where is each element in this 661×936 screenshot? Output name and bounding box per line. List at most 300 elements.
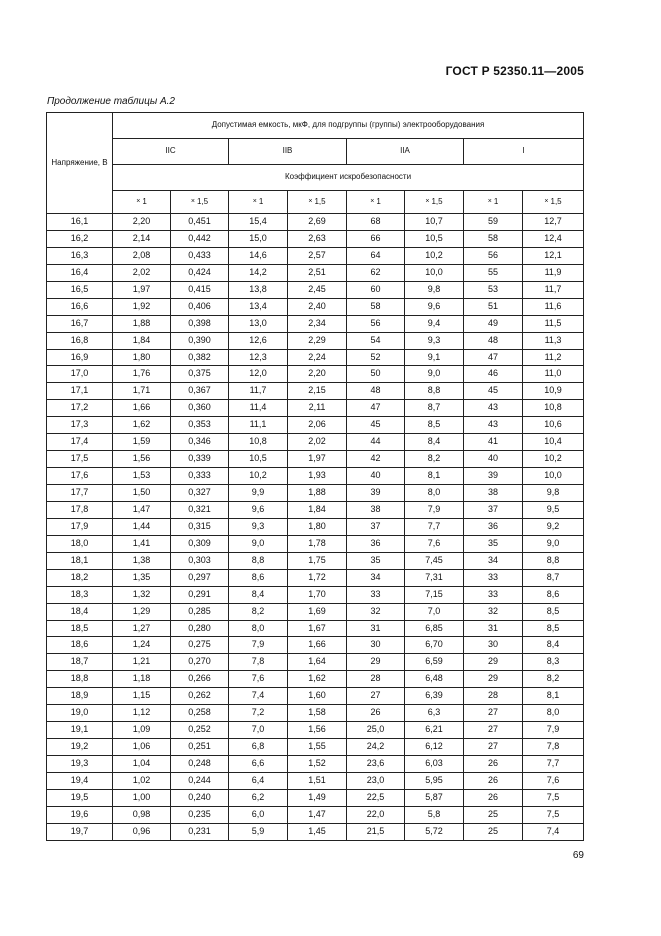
capacitance-cell: 0,339 bbox=[171, 451, 229, 468]
capacitance-cell: 13,8 bbox=[229, 281, 288, 298]
table-row bbox=[47, 281, 584, 298]
capacitance-cell: 11,7 bbox=[229, 383, 288, 400]
voltage-cell: 19,7 bbox=[47, 823, 113, 840]
capacitance-cell: 1,06 bbox=[113, 739, 171, 756]
capacitance-cell: 43 bbox=[464, 400, 523, 417]
table-row bbox=[47, 806, 584, 823]
capacitance-cell: 30 bbox=[347, 637, 405, 654]
capacitance-cell: 9,0 bbox=[523, 535, 584, 552]
capacitance-cell: 11,4 bbox=[229, 400, 288, 417]
capacitance-cell: 0,280 bbox=[171, 620, 229, 637]
capacitance-cell: 7,0 bbox=[229, 722, 288, 739]
capacitance-table bbox=[46, 112, 584, 841]
capacitance-cell: 43 bbox=[464, 417, 523, 434]
voltage-cell: 16,7 bbox=[47, 315, 113, 332]
capacitance-cell: 6,4 bbox=[229, 772, 288, 789]
table-row bbox=[47, 451, 584, 468]
table-row bbox=[47, 332, 584, 349]
capacitance-cell: 28 bbox=[347, 671, 405, 688]
capacitance-cell: 9,6 bbox=[405, 298, 464, 315]
capacitance-cell: 62 bbox=[347, 264, 405, 281]
multiply-sign: × bbox=[425, 197, 430, 205]
group-header: IIB bbox=[229, 139, 347, 165]
coefficient-cell bbox=[171, 191, 229, 214]
capacitance-cell: 1,59 bbox=[113, 434, 171, 451]
capacitance-cell: 7,9 bbox=[229, 637, 288, 654]
capacitance-cell: 27 bbox=[347, 688, 405, 705]
capacitance-cell: 8,4 bbox=[523, 637, 584, 654]
capacitance-cell: 6,0 bbox=[229, 806, 288, 823]
capacitance-cell: 15,0 bbox=[229, 230, 288, 247]
capacitance-cell: 9,4 bbox=[405, 315, 464, 332]
voltage-cell: 18,9 bbox=[47, 688, 113, 705]
capacitance-cell: 2,63 bbox=[288, 230, 347, 247]
table-row bbox=[47, 603, 584, 620]
capacitance-cell: 1,58 bbox=[288, 705, 347, 722]
coefficient-cell bbox=[464, 191, 523, 214]
coefficient-cell bbox=[523, 191, 584, 214]
capacitance-cell: 1,71 bbox=[113, 383, 171, 400]
table-row bbox=[47, 722, 584, 739]
table-row bbox=[47, 772, 584, 789]
capacitance-cell: 66 bbox=[347, 230, 405, 247]
voltage-cell: 19,0 bbox=[47, 705, 113, 722]
capacitance-cell: 29 bbox=[464, 671, 523, 688]
capacitance-cell: 2,57 bbox=[288, 247, 347, 264]
table-row bbox=[47, 315, 584, 332]
voltage-cell: 16,6 bbox=[47, 298, 113, 315]
capacitance-cell: 49 bbox=[464, 315, 523, 332]
capacitance-cell: 22,5 bbox=[347, 789, 405, 806]
voltage-cell: 18,1 bbox=[47, 552, 113, 569]
capacitance-cell: 12,4 bbox=[523, 230, 584, 247]
capacitance-cell: 6,59 bbox=[405, 654, 464, 671]
table-row bbox=[47, 501, 584, 518]
group-header: IIC bbox=[113, 139, 229, 165]
capacitance-cell: 8,5 bbox=[523, 603, 584, 620]
capacitance-cell: 8,3 bbox=[523, 654, 584, 671]
capacitance-cell: 10,2 bbox=[405, 247, 464, 264]
capacitance-cell: 6,03 bbox=[405, 756, 464, 773]
capacitance-cell: 37 bbox=[347, 518, 405, 535]
capacitance-cell: 1,04 bbox=[113, 756, 171, 773]
capacitance-cell: 1,60 bbox=[288, 688, 347, 705]
capacitance-cell: 8,7 bbox=[523, 569, 584, 586]
capacitance-cell: 1,78 bbox=[288, 535, 347, 552]
capacitance-cell: 0,346 bbox=[171, 434, 229, 451]
table-row bbox=[47, 739, 584, 756]
capacity-header: Допустимая емкость, мкФ, для подгруппы (группы) электрооборудования bbox=[113, 113, 584, 139]
capacitance-cell: 1,72 bbox=[288, 569, 347, 586]
capacitance-cell: 21,5 bbox=[347, 823, 405, 840]
capacitance-cell: 38 bbox=[464, 485, 523, 502]
capacitance-cell: 1,38 bbox=[113, 552, 171, 569]
capacitance-cell: 9,0 bbox=[229, 535, 288, 552]
capacitance-cell: 0,360 bbox=[171, 400, 229, 417]
capacitance-cell: 2,15 bbox=[288, 383, 347, 400]
capacitance-cell: 7,4 bbox=[523, 823, 584, 840]
capacitance-cell: 2,45 bbox=[288, 281, 347, 298]
capacitance-cell: 1,02 bbox=[113, 772, 171, 789]
capacitance-cell: 0,248 bbox=[171, 756, 229, 773]
coefficient-value: 1 bbox=[493, 196, 499, 206]
capacitance-cell: 0,315 bbox=[171, 518, 229, 535]
capacitance-cell: 2,51 bbox=[288, 264, 347, 281]
capacitance-cell: 6,70 bbox=[405, 637, 464, 654]
capacitance-cell: 1,56 bbox=[288, 722, 347, 739]
capacitance-cell: 39 bbox=[464, 468, 523, 485]
capacitance-cell: 26 bbox=[464, 756, 523, 773]
table-row bbox=[47, 552, 584, 569]
capacitance-cell: 15,4 bbox=[229, 214, 288, 231]
capacitance-cell: 5,9 bbox=[229, 823, 288, 840]
capacitance-cell: 51 bbox=[464, 298, 523, 315]
capacitance-cell: 0,96 bbox=[113, 823, 171, 840]
multiply-sign: × bbox=[544, 197, 549, 205]
capacitance-cell: 9,5 bbox=[523, 501, 584, 518]
capacitance-cell: 2,40 bbox=[288, 298, 347, 315]
voltage-cell: 17,7 bbox=[47, 485, 113, 502]
capacitance-cell: 1,53 bbox=[113, 468, 171, 485]
capacitance-cell: 1,21 bbox=[113, 654, 171, 671]
capacitance-cell: 1,75 bbox=[288, 552, 347, 569]
capacitance-cell: 34 bbox=[464, 552, 523, 569]
capacitance-cell: 33 bbox=[464, 586, 523, 603]
capacitance-cell: 14,2 bbox=[229, 264, 288, 281]
capacitance-cell: 44 bbox=[347, 434, 405, 451]
capacitance-cell: 1,09 bbox=[113, 722, 171, 739]
capacitance-cell: 45 bbox=[464, 383, 523, 400]
capacitance-cell: 8,0 bbox=[523, 705, 584, 722]
capacitance-cell: 1,97 bbox=[288, 451, 347, 468]
capacitance-cell: 1,88 bbox=[113, 315, 171, 332]
voltage-cell: 16,8 bbox=[47, 332, 113, 349]
capacitance-cell: 8,0 bbox=[405, 485, 464, 502]
capacitance-cell: 27 bbox=[464, 739, 523, 756]
capacitance-cell: 25 bbox=[464, 806, 523, 823]
capacitance-cell: 2,20 bbox=[288, 366, 347, 383]
capacitance-cell: 42 bbox=[347, 451, 405, 468]
capacitance-cell: 52 bbox=[347, 349, 405, 366]
capacitance-cell: 7,5 bbox=[523, 789, 584, 806]
capacitance-cell: 0,297 bbox=[171, 569, 229, 586]
capacitance-cell: 45 bbox=[347, 417, 405, 434]
capacitance-cell: 48 bbox=[464, 332, 523, 349]
capacitance-cell: 0,353 bbox=[171, 417, 229, 434]
coefficient-cell bbox=[113, 191, 171, 214]
capacitance-cell: 8,5 bbox=[405, 417, 464, 434]
capacitance-cell: 31 bbox=[464, 620, 523, 637]
capacitance-cell: 33 bbox=[464, 569, 523, 586]
capacitance-cell: 10,6 bbox=[523, 417, 584, 434]
capacitance-cell: 1,80 bbox=[288, 518, 347, 535]
capacitance-cell: 12,3 bbox=[229, 349, 288, 366]
capacitance-cell: 0,270 bbox=[171, 654, 229, 671]
capacitance-cell: 1,88 bbox=[288, 485, 347, 502]
capacitance-cell: 58 bbox=[347, 298, 405, 315]
table-row bbox=[47, 705, 584, 722]
voltage-header: Напряжение, В bbox=[47, 113, 113, 214]
coefficient-cell bbox=[229, 191, 288, 214]
capacitance-cell: 1,84 bbox=[113, 332, 171, 349]
coefficient-cell bbox=[288, 191, 347, 214]
capacitance-cell: 8,8 bbox=[523, 552, 584, 569]
capacitance-cell: 0,266 bbox=[171, 671, 229, 688]
capacitance-cell: 11,6 bbox=[523, 298, 584, 315]
voltage-cell: 16,9 bbox=[47, 349, 113, 366]
capacitance-cell: 8,2 bbox=[229, 603, 288, 620]
capacitance-cell: 60 bbox=[347, 281, 405, 298]
capacitance-cell: 0,424 bbox=[171, 264, 229, 281]
capacitance-cell: 9,6 bbox=[229, 501, 288, 518]
voltage-cell: 17,0 bbox=[47, 366, 113, 383]
multiply-sign: × bbox=[487, 197, 492, 205]
capacitance-cell: 6,8 bbox=[229, 739, 288, 756]
capacitance-cell: 2,02 bbox=[113, 264, 171, 281]
capacitance-cell: 1,84 bbox=[288, 501, 347, 518]
capacitance-cell: 10,5 bbox=[405, 230, 464, 247]
capacitance-cell: 28 bbox=[464, 688, 523, 705]
capacitance-cell: 1,47 bbox=[288, 806, 347, 823]
capacitance-cell: 0,303 bbox=[171, 552, 229, 569]
capacitance-cell: 11,7 bbox=[523, 281, 584, 298]
capacitance-cell: 1,50 bbox=[113, 485, 171, 502]
capacitance-cell: 0,321 bbox=[171, 501, 229, 518]
capacitance-cell: 2,02 bbox=[288, 434, 347, 451]
table-row bbox=[47, 383, 584, 400]
capacitance-cell: 8,2 bbox=[523, 671, 584, 688]
table-row bbox=[47, 298, 584, 315]
table-row bbox=[47, 230, 584, 247]
capacitance-cell: 10,4 bbox=[523, 434, 584, 451]
capacitance-cell: 40 bbox=[464, 451, 523, 468]
multiply-sign: × bbox=[308, 197, 313, 205]
capacitance-cell: 59 bbox=[464, 214, 523, 231]
capacitance-cell: 9,3 bbox=[229, 518, 288, 535]
capacitance-cell: 10,9 bbox=[523, 383, 584, 400]
voltage-cell: 19,2 bbox=[47, 739, 113, 756]
page-number: 69 bbox=[572, 850, 584, 861]
capacitance-cell: 8,4 bbox=[229, 586, 288, 603]
capacitance-cell: 7,9 bbox=[523, 722, 584, 739]
capacitance-cell: 1,00 bbox=[113, 789, 171, 806]
capacitance-cell: 25,0 bbox=[347, 722, 405, 739]
capacitance-cell: 47 bbox=[464, 349, 523, 366]
capacitance-cell: 56 bbox=[347, 315, 405, 332]
table-row bbox=[47, 214, 584, 231]
capacitance-cell: 1,80 bbox=[113, 349, 171, 366]
capacitance-cell: 8,1 bbox=[523, 688, 584, 705]
capacitance-cell: 7,8 bbox=[229, 654, 288, 671]
capacitance-cell: 9,9 bbox=[229, 485, 288, 502]
capacitance-cell: 64 bbox=[347, 247, 405, 264]
voltage-cell: 17,3 bbox=[47, 417, 113, 434]
capacitance-cell: 12,6 bbox=[229, 332, 288, 349]
capacitance-cell: 10,5 bbox=[229, 451, 288, 468]
document-header: ГОСТ Р 52350.11—2005 bbox=[445, 64, 584, 78]
capacitance-cell: 11,9 bbox=[523, 264, 584, 281]
capacitance-cell: 1,44 bbox=[113, 518, 171, 535]
capacitance-cell: 2,08 bbox=[113, 247, 171, 264]
capacitance-cell: 8,7 bbox=[405, 400, 464, 417]
table-row bbox=[47, 366, 584, 383]
voltage-cell: 18,5 bbox=[47, 620, 113, 637]
capacitance-cell: 12,0 bbox=[229, 366, 288, 383]
capacitance-cell: 38 bbox=[347, 501, 405, 518]
capacitance-cell: 35 bbox=[347, 552, 405, 569]
voltage-cell: 18,2 bbox=[47, 569, 113, 586]
capacitance-cell: 8,1 bbox=[405, 468, 464, 485]
coefficient-value: 1,5 bbox=[550, 196, 562, 206]
capacitance-cell: 36 bbox=[347, 535, 405, 552]
voltage-cell: 16,4 bbox=[47, 264, 113, 281]
capacitance-cell: 12,7 bbox=[523, 214, 584, 231]
capacitance-cell: 8,2 bbox=[405, 451, 464, 468]
table-row bbox=[47, 400, 584, 417]
capacitance-cell: 6,21 bbox=[405, 722, 464, 739]
capacitance-cell: 0,291 bbox=[171, 586, 229, 603]
voltage-cell: 17,4 bbox=[47, 434, 113, 451]
capacitance-cell: 13,0 bbox=[229, 315, 288, 332]
capacitance-cell: 7,6 bbox=[405, 535, 464, 552]
capacitance-cell: 1,62 bbox=[113, 417, 171, 434]
table-row bbox=[47, 637, 584, 654]
coefficient-cell bbox=[347, 191, 405, 214]
voltage-cell: 17,8 bbox=[47, 501, 113, 518]
table-row bbox=[47, 434, 584, 451]
capacitance-cell: 0,375 bbox=[171, 366, 229, 383]
capacitance-cell: 9,0 bbox=[405, 366, 464, 383]
capacitance-cell: 6,2 bbox=[229, 789, 288, 806]
coefficient-value: 1 bbox=[142, 196, 147, 206]
table-row bbox=[47, 789, 584, 806]
capacitance-cell: 8,6 bbox=[523, 586, 584, 603]
capacitance-cell: 1,64 bbox=[288, 654, 347, 671]
capacitance-cell: 0,327 bbox=[171, 485, 229, 502]
capacitance-cell: 0,451 bbox=[171, 214, 229, 231]
capacitance-cell: 6,48 bbox=[405, 671, 464, 688]
capacitance-cell: 7,15 bbox=[405, 586, 464, 603]
capacitance-cell: 11,5 bbox=[523, 315, 584, 332]
voltage-cell: 17,6 bbox=[47, 468, 113, 485]
capacitance-cell: 53 bbox=[464, 281, 523, 298]
table-row bbox=[47, 586, 584, 603]
capacitance-cell: 22,0 bbox=[347, 806, 405, 823]
capacitance-cell: 0,415 bbox=[171, 281, 229, 298]
capacitance-cell: 10,7 bbox=[405, 214, 464, 231]
capacitance-cell: 1,12 bbox=[113, 705, 171, 722]
capacitance-cell: 5,87 bbox=[405, 789, 464, 806]
capacitance-cell: 30 bbox=[464, 637, 523, 654]
capacitance-cell: 10,8 bbox=[523, 400, 584, 417]
table-row bbox=[47, 823, 584, 840]
capacitance-cell: 6,85 bbox=[405, 620, 464, 637]
capacitance-cell: 23,0 bbox=[347, 772, 405, 789]
voltage-cell: 17,5 bbox=[47, 451, 113, 468]
capacitance-cell: 31 bbox=[347, 620, 405, 637]
capacitance-cell: 9,2 bbox=[523, 518, 584, 535]
capacitance-cell: 0,262 bbox=[171, 688, 229, 705]
capacitance-cell: 1,76 bbox=[113, 366, 171, 383]
capacitance-cell: 47 bbox=[347, 400, 405, 417]
capacitance-cell: 1,97 bbox=[113, 281, 171, 298]
capacitance-cell: 1,29 bbox=[113, 603, 171, 620]
multiply-sign: × bbox=[370, 197, 375, 205]
capacitance-cell: 0,442 bbox=[171, 230, 229, 247]
voltage-cell: 17,1 bbox=[47, 383, 113, 400]
capacitance-cell: 0,275 bbox=[171, 637, 229, 654]
voltage-cell: 18,4 bbox=[47, 603, 113, 620]
capacitance-cell: 0,240 bbox=[171, 789, 229, 806]
capacitance-cell: 25 bbox=[464, 823, 523, 840]
capacitance-cell: 1,51 bbox=[288, 772, 347, 789]
table-body bbox=[47, 214, 584, 841]
capacitance-cell: 1,56 bbox=[113, 451, 171, 468]
capacitance-cell: 8,4 bbox=[405, 434, 464, 451]
coefficient-value: 1,5 bbox=[196, 196, 209, 206]
capacitance-cell: 1,62 bbox=[288, 671, 347, 688]
table-row bbox=[47, 569, 584, 586]
capacitance-cell: 6,39 bbox=[405, 688, 464, 705]
capacitance-cell: 1,49 bbox=[288, 789, 347, 806]
capacitance-cell: 46 bbox=[464, 366, 523, 383]
capacitance-cell: 1,67 bbox=[288, 620, 347, 637]
capacitance-cell: 23,6 bbox=[347, 756, 405, 773]
capacitance-cell: 10,2 bbox=[523, 451, 584, 468]
coefficient-header: Коэффициент искробезопасности bbox=[113, 165, 584, 191]
capacitance-cell: 0,244 bbox=[171, 772, 229, 789]
voltage-cell: 19,6 bbox=[47, 806, 113, 823]
capacitance-cell: 9,8 bbox=[523, 485, 584, 502]
capacitance-cell: 39 bbox=[347, 485, 405, 502]
multiply-sign: × bbox=[252, 197, 257, 205]
capacitance-cell: 8,8 bbox=[229, 552, 288, 569]
capacitance-cell: 8,6 bbox=[229, 569, 288, 586]
table-row bbox=[47, 485, 584, 502]
voltage-cell: 16,5 bbox=[47, 281, 113, 298]
table-caption: Продолжение таблицы А.2 bbox=[47, 96, 175, 107]
capacitance-cell: 0,231 bbox=[171, 823, 229, 840]
table-row bbox=[47, 654, 584, 671]
voltage-cell: 16,3 bbox=[47, 247, 113, 264]
capacitance-cell: 13,4 bbox=[229, 298, 288, 315]
capacitance-cell: 40 bbox=[347, 468, 405, 485]
table-row bbox=[47, 688, 584, 705]
table-row bbox=[47, 756, 584, 773]
capacitance-cell: 10,0 bbox=[523, 468, 584, 485]
capacitance-cell: 1,18 bbox=[113, 671, 171, 688]
voltage-cell: 18,8 bbox=[47, 671, 113, 688]
group-header: IIA bbox=[347, 139, 464, 165]
capacitance-cell: 7,2 bbox=[229, 705, 288, 722]
capacitance-cell: 6,12 bbox=[405, 739, 464, 756]
table-row bbox=[47, 264, 584, 281]
capacitance-cell: 11,0 bbox=[523, 366, 584, 383]
capacitance-cell: 56 bbox=[464, 247, 523, 264]
voltage-cell: 19,4 bbox=[47, 772, 113, 789]
capacitance-cell: 54 bbox=[347, 332, 405, 349]
voltage-cell: 16,2 bbox=[47, 230, 113, 247]
capacitance-cell: 1,27 bbox=[113, 620, 171, 637]
capacitance-cell: 35 bbox=[464, 535, 523, 552]
capacitance-cell: 50 bbox=[347, 366, 405, 383]
capacitance-cell: 29 bbox=[347, 654, 405, 671]
capacitance-cell: 8,0 bbox=[229, 620, 288, 637]
capacitance-cell: 37 bbox=[464, 501, 523, 518]
coefficient-value: 1 bbox=[376, 196, 381, 206]
capacitance-cell: 7,7 bbox=[523, 756, 584, 773]
coefficient-value: 1,5 bbox=[314, 196, 326, 206]
